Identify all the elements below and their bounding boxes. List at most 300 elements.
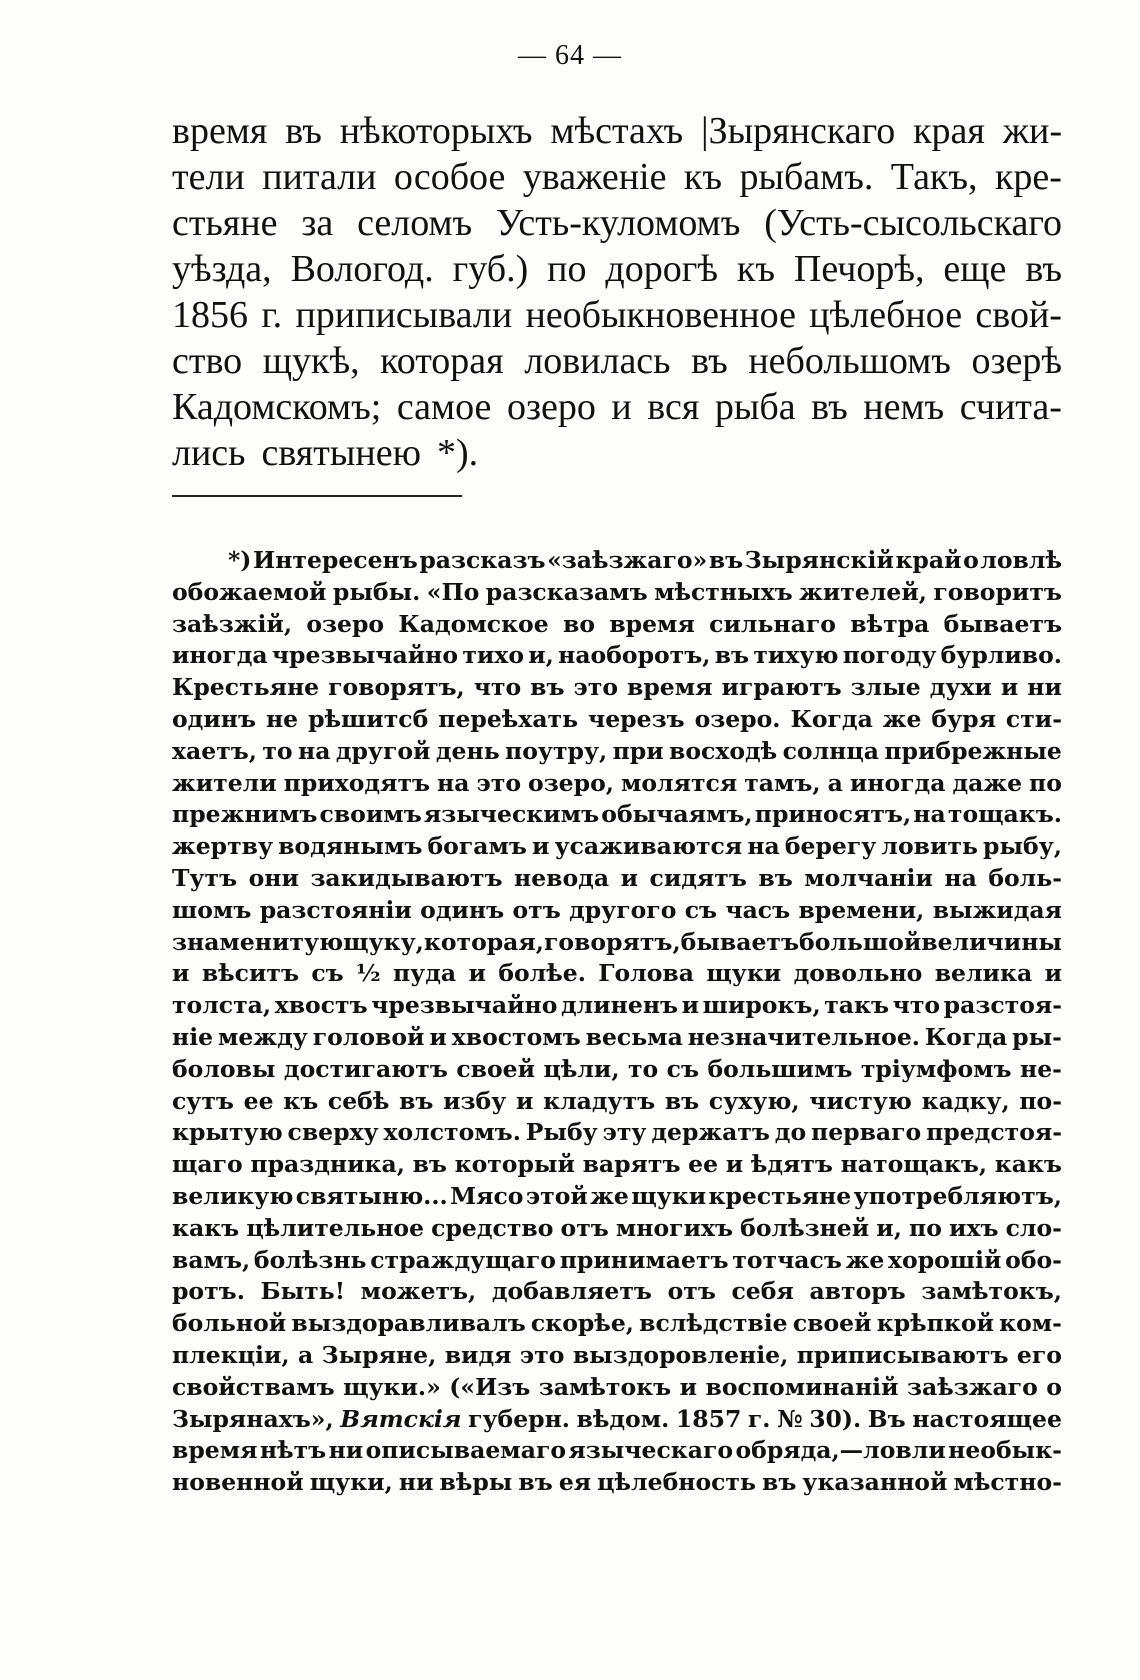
word: нѣтъ	[259, 1436, 327, 1465]
word: въ	[811, 386, 848, 428]
word: Кадомскомъ;	[172, 386, 382, 428]
footnote-line	[172, 640, 1062, 672]
word: отъ	[560, 1213, 609, 1242]
word: приносятъ,	[754, 800, 912, 829]
word: ихъ	[949, 1213, 999, 1242]
word: рыбу,	[983, 832, 1062, 861]
word: бываетъ	[680, 927, 799, 956]
word: въ	[708, 546, 744, 574]
word: обо-	[1005, 1245, 1062, 1274]
word: лись	[172, 432, 246, 474]
word: вамъ,	[172, 1245, 251, 1274]
word: своей	[456, 1054, 536, 1083]
word: ство	[172, 340, 243, 382]
word: говоритъ	[933, 577, 1062, 606]
word: отъ	[512, 895, 561, 924]
text-line	[172, 338, 1062, 384]
word: своимъ	[319, 800, 422, 829]
word: самое	[396, 386, 492, 428]
word: щукѣ,	[262, 340, 360, 382]
word: выжидая	[932, 895, 1062, 924]
word: берегу	[784, 832, 877, 861]
word: Рыбу	[525, 1118, 598, 1147]
word: обожаемой	[172, 577, 327, 606]
word: вѣтра	[850, 609, 930, 638]
word: большимъ	[707, 1054, 853, 1083]
text-line	[172, 246, 1062, 292]
footnote-line	[172, 577, 1062, 609]
word: озеро	[306, 609, 385, 638]
word: цѣлебное	[809, 294, 963, 336]
word: избу	[443, 1086, 507, 1115]
word: мѣстно-	[953, 1468, 1062, 1497]
word: ловилась	[524, 340, 671, 382]
word: знаменитую	[172, 927, 344, 956]
word: ры-	[1012, 1022, 1062, 1051]
word: жители	[172, 768, 277, 797]
word: водянымъ	[278, 832, 423, 861]
word: незначительное.	[687, 1022, 920, 1051]
word: цѣлебность	[597, 1468, 756, 1497]
word: время	[627, 673, 713, 702]
word: ея	[558, 1468, 592, 1497]
word: о	[1046, 1372, 1062, 1401]
word: необык-	[948, 1436, 1062, 1465]
word: №	[777, 1404, 803, 1433]
word: они	[248, 863, 299, 892]
word: великую	[172, 1181, 294, 1210]
word: и	[429, 1022, 447, 1051]
word: выздоровленіе,	[572, 1340, 789, 1369]
word: не-	[1020, 1054, 1062, 1083]
word: Въ	[867, 1404, 906, 1433]
word: разсказамъ	[485, 577, 648, 606]
word: большой	[799, 927, 922, 956]
word: играютъ	[721, 673, 842, 702]
word: достигаютъ	[283, 1054, 448, 1083]
text-line	[172, 108, 1062, 154]
word: на	[944, 863, 977, 892]
word: предстоя-	[926, 1118, 1062, 1147]
word: ½	[356, 959, 381, 988]
footnote-line	[172, 831, 1062, 863]
word: разсказъ	[419, 546, 546, 574]
word: бурливо.	[940, 641, 1062, 670]
word: «заѣзжаго»	[547, 546, 708, 574]
word: Тутъ	[172, 863, 238, 892]
word: сти-	[1005, 704, 1062, 733]
word: держатъ	[651, 1118, 770, 1147]
footnote	[172, 545, 1062, 1499]
word: 1857	[675, 1404, 742, 1433]
word: пуда	[392, 959, 457, 988]
word: этой	[525, 1181, 588, 1210]
word: Когда	[924, 1022, 1008, 1051]
word: крытую	[172, 1118, 283, 1147]
word: которая,	[423, 927, 544, 956]
word: бываетъ	[943, 609, 1062, 638]
word: Мясо	[450, 1181, 524, 1210]
word: иногда	[172, 641, 268, 670]
word: |Зырянскаго	[700, 110, 896, 152]
word: кре-	[994, 156, 1062, 198]
word: переѣхать	[438, 704, 579, 733]
word: и	[532, 832, 550, 861]
word: въ	[691, 340, 728, 382]
word: въ	[285, 110, 322, 152]
word: поутру,	[505, 736, 608, 765]
word: духи	[929, 673, 992, 702]
word: въ	[758, 863, 793, 892]
text-line	[172, 430, 1062, 476]
footnote-line	[172, 863, 1062, 895]
word: жертву	[172, 832, 274, 861]
word: принимаетъ	[559, 1245, 729, 1274]
footnote-line	[172, 1308, 1062, 1340]
word: въ	[412, 1150, 447, 1179]
word: такъ	[824, 991, 890, 1020]
word: разстояніи	[259, 895, 412, 924]
word: рѣшитсб	[308, 704, 429, 733]
word: а	[298, 1340, 314, 1369]
word: по	[909, 1213, 942, 1242]
word: праздника,	[250, 1150, 405, 1179]
word: что	[473, 673, 522, 702]
word: даже	[952, 768, 1023, 797]
word: губерн.	[468, 1404, 570, 1433]
word: рыбы.	[332, 577, 421, 606]
word: кладутъ	[543, 1086, 656, 1115]
word: и	[611, 386, 632, 428]
word: въ	[1025, 248, 1062, 290]
word: приписывали	[295, 294, 513, 336]
word: черезъ	[588, 704, 685, 733]
word: ни	[1027, 673, 1062, 702]
word: то	[627, 1054, 659, 1083]
word: 1856	[172, 294, 248, 336]
word: воспоминаній	[705, 1372, 899, 1401]
word: толста,	[172, 991, 272, 1020]
word: шомъ	[172, 895, 252, 924]
word: и	[681, 991, 700, 1020]
word: головой	[312, 1022, 425, 1051]
word: и	[620, 863, 639, 892]
text-line	[172, 292, 1062, 338]
word: уѣзда,	[172, 248, 272, 290]
word: обычаямъ,	[601, 800, 753, 829]
word: прежнимъ	[172, 800, 318, 829]
word: особое	[393, 156, 506, 198]
footnote-line	[172, 1022, 1062, 1054]
word: ее	[243, 1086, 274, 1115]
word: чистую	[809, 1086, 912, 1115]
word: къ	[736, 248, 775, 290]
word: Когда	[790, 704, 873, 733]
footnote-line	[172, 545, 1062, 577]
word: свойствамъ	[172, 1372, 335, 1401]
word: страждущаго	[370, 1245, 556, 1274]
word: Кадомское	[398, 609, 549, 638]
word: сло-	[1005, 1213, 1062, 1242]
word: и	[679, 1372, 698, 1401]
word: больной	[172, 1309, 287, 1338]
word: въ	[518, 1468, 553, 1497]
footnote-line	[172, 736, 1062, 768]
word: край	[895, 546, 962, 574]
footnote-line	[172, 1372, 1062, 1404]
word: свой-	[975, 294, 1062, 336]
word: *)	[228, 546, 252, 574]
word: заѣзжаго	[906, 1372, 1038, 1401]
word: прибрежные	[884, 736, 1062, 765]
word: другой	[335, 736, 431, 765]
word: небольшомъ	[748, 340, 951, 382]
word: богамъ	[427, 832, 527, 861]
word: ловлѣ	[980, 546, 1062, 574]
footnote-line	[172, 1404, 1062, 1436]
footnote-line	[172, 1340, 1062, 1372]
word: щуки,	[309, 1468, 393, 1497]
word: средство	[431, 1213, 554, 1242]
word: ловить	[881, 832, 978, 861]
word: болѣзнь	[253, 1245, 367, 1274]
word: Интересенъ	[252, 546, 418, 574]
word: до	[774, 1118, 807, 1147]
word: что	[892, 991, 941, 1020]
word: въ	[762, 1468, 797, 1497]
word: цѣлительное	[246, 1213, 425, 1242]
word: на	[298, 736, 331, 765]
word: довольно	[793, 959, 923, 988]
word: который	[454, 1150, 575, 1179]
word: жителей,	[799, 577, 927, 606]
word: въ	[664, 1086, 700, 1115]
word: вѣдом.	[576, 1404, 670, 1433]
word: и,	[876, 1213, 902, 1242]
word: озеро	[506, 386, 596, 428]
word: края	[913, 110, 985, 152]
footnote-line	[172, 1435, 1062, 1467]
word: замѣтокъ	[538, 1372, 672, 1401]
word: въ	[530, 673, 565, 702]
word: разстоя-	[943, 991, 1062, 1020]
word: добавляетъ	[491, 1277, 652, 1306]
word: а	[827, 768, 843, 797]
word: крѣпкой	[876, 1309, 994, 1338]
word: сидятъ	[649, 863, 747, 892]
word: день	[435, 736, 500, 765]
word: какъ	[172, 1213, 240, 1242]
word: щаго	[172, 1150, 243, 1179]
word: цѣли,	[543, 1054, 620, 1083]
word: щуки	[631, 1181, 707, 1210]
word: питали	[262, 156, 377, 198]
footnote-line	[172, 1054, 1062, 1086]
word: скорѣе,	[530, 1309, 634, 1338]
word: и	[725, 1150, 744, 1179]
word: и,	[528, 641, 554, 670]
word: авторъ	[809, 1277, 906, 1306]
word: восходѣ	[669, 736, 778, 765]
word: часъ	[725, 895, 791, 924]
word: между	[218, 1022, 308, 1051]
word: озерѣ	[971, 340, 1062, 382]
word: новенной	[172, 1468, 304, 1497]
word: плекціи,	[172, 1340, 290, 1369]
word: молчаніи	[804, 863, 933, 892]
word: на	[913, 800, 946, 829]
word: боловы	[172, 1054, 276, 1083]
footnote-line	[172, 895, 1062, 927]
word: святыню...	[295, 1181, 448, 1210]
word: многихъ	[615, 1213, 734, 1242]
word: же	[590, 1181, 629, 1210]
word: другого	[569, 895, 677, 924]
word: г.	[261, 294, 283, 336]
word: мѣстныхъ	[654, 577, 793, 606]
word: это	[519, 1340, 565, 1369]
word: вѣры	[439, 1468, 513, 1497]
word: мѣстахъ	[550, 110, 684, 152]
word: натощакъ,	[840, 1150, 988, 1179]
word: языческаго	[568, 1436, 734, 1465]
word: времени,	[798, 895, 925, 924]
word: холстомъ.	[383, 1118, 521, 1147]
word: приходятъ	[283, 768, 431, 797]
word: же	[882, 704, 922, 733]
word: себѣ	[327, 1086, 390, 1115]
word: къ	[283, 1086, 319, 1115]
word: и	[1044, 959, 1062, 988]
footnote-line	[172, 768, 1062, 800]
word: наоборотъ,	[558, 641, 711, 670]
word: время	[172, 1436, 258, 1465]
footnote-line	[172, 1149, 1062, 1181]
word: болѣе.	[498, 959, 586, 988]
word: видя	[444, 1340, 512, 1369]
word: выздоравливалъ	[291, 1309, 526, 1338]
word: время	[609, 609, 695, 638]
word: крестьяне	[708, 1181, 852, 1210]
word: Быть!	[260, 1277, 346, 1306]
word: Зырянахъ»,	[172, 1404, 334, 1433]
word: время	[172, 110, 268, 152]
word: тамъ,	[744, 768, 821, 797]
word: на	[747, 832, 780, 861]
word: ѣдятъ	[750, 1150, 833, 1179]
word: вся	[647, 386, 700, 428]
word: которая	[380, 340, 504, 382]
word: тихую	[753, 641, 839, 670]
word: злые	[850, 673, 921, 702]
footnote-line	[172, 672, 1062, 704]
word: съ	[666, 1054, 699, 1083]
word: ком-	[999, 1309, 1062, 1338]
word: уваженіе	[522, 156, 667, 198]
word: («Изъ	[449, 1372, 531, 1401]
word: его	[1016, 1340, 1062, 1369]
word: о	[963, 546, 979, 574]
word: перваго	[811, 1118, 922, 1147]
text-line	[172, 200, 1062, 246]
word: стьяне	[172, 202, 278, 244]
word: въ	[714, 641, 750, 670]
text-line	[172, 384, 1062, 430]
footnote-separator	[172, 495, 462, 497]
footnote-line	[172, 927, 1062, 959]
word: болѣзней	[740, 1213, 870, 1242]
word: боль-	[988, 863, 1062, 892]
word: нѣкоторыхъ	[339, 110, 533, 152]
word: въ	[399, 1086, 434, 1115]
word: одинъ	[420, 895, 505, 924]
word: на	[437, 768, 470, 797]
word: хвостъ	[274, 991, 368, 1020]
word: жи-	[1002, 110, 1062, 152]
word: не	[265, 704, 299, 733]
word: говорятъ,	[543, 927, 681, 956]
word: 30).	[809, 1404, 862, 1433]
word: приписываютъ	[796, 1340, 1009, 1369]
word: и	[1000, 673, 1019, 702]
word: святынею	[261, 432, 422, 474]
word: ротъ.	[172, 1277, 245, 1306]
word: щуки	[706, 959, 782, 988]
word: можетъ,	[360, 1277, 477, 1306]
word: закидываютъ	[310, 863, 503, 892]
word: хвостомъ	[451, 1022, 581, 1051]
word: говорятъ,	[328, 673, 465, 702]
word: кадку,	[921, 1086, 1010, 1115]
word: сутъ	[172, 1086, 234, 1115]
word: съ	[311, 959, 344, 988]
word: хорошій	[888, 1245, 1002, 1274]
word: молятся	[620, 768, 738, 797]
word: вѣситъ	[201, 959, 299, 988]
word: необыкновенное	[525, 294, 796, 336]
word: рыба	[714, 386, 796, 428]
word: невода	[514, 863, 610, 892]
word: Голова	[598, 959, 694, 988]
word: съ	[684, 895, 718, 924]
word: дорогѣ	[605, 248, 718, 290]
word: весьма	[585, 1022, 683, 1051]
word: къ	[683, 156, 723, 198]
word: селомъ	[357, 202, 473, 244]
word: тихо	[462, 641, 524, 670]
word: немъ	[863, 386, 945, 428]
word: при	[612, 736, 664, 765]
word: по	[1029, 768, 1062, 797]
footnote-line	[172, 1276, 1062, 1308]
word: солнца	[782, 736, 879, 765]
word: хаетъ,	[172, 736, 257, 765]
word: языческимъ	[423, 800, 600, 829]
word: эту	[602, 1118, 647, 1147]
word: вслѣдствіе	[639, 1309, 788, 1338]
word: тріумфомъ	[860, 1054, 1012, 1083]
word: велика	[934, 959, 1033, 988]
word: ни	[328, 1436, 364, 1465]
word: еще	[943, 248, 1007, 290]
footnote-line	[172, 609, 1062, 641]
word: чрезвычайно	[271, 641, 459, 670]
footnote-line	[172, 990, 1062, 1022]
word: усаживаются	[554, 832, 743, 861]
footnote-line	[172, 1213, 1062, 1245]
page-number: — 64 —	[518, 40, 622, 71]
word: обряда,—ловли	[735, 1436, 946, 1465]
